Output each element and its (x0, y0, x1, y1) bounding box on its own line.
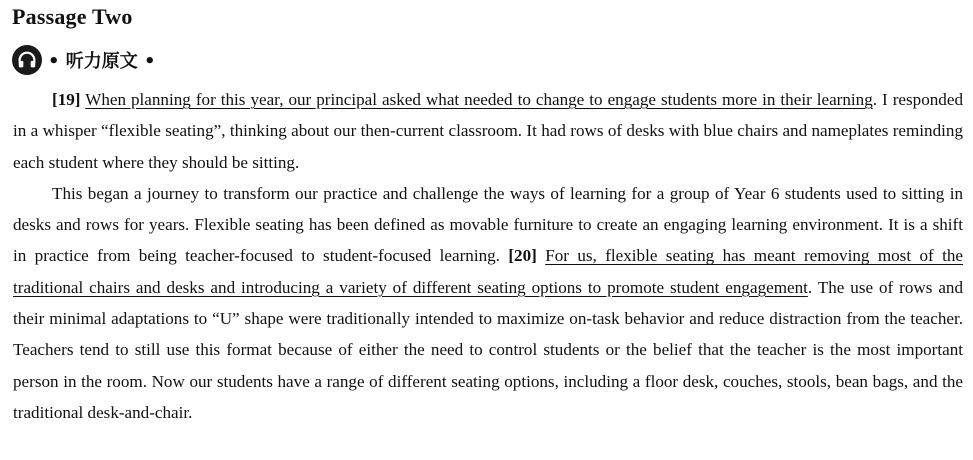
section-label: • 听力原文 • (48, 51, 156, 72)
paragraph-2 (13, 178, 963, 428)
paragraph-1-rest: . I responded in a whisper “flexible seating”, thinking about our then-current classroom. It had rows of desks with blue chairs and nameplates reminding each student where they should be sitting. (13, 90, 963, 172)
question-tag-20: [20] (508, 246, 537, 266)
headphones-icon (12, 45, 42, 75)
paragraph-2-intro: This began a journey to transform our practice and challenge the ways of learning for a group of Year 6 students used to sitting in desks and rows for years. Flexible seating has been defined as movable furniture to create an engaging learning environment. It is a shift in practice from being teacher-focused to student-focused learning. (13, 183, 963, 266)
passage-body (13, 84, 963, 428)
question-tag-19: [19] (52, 90, 81, 109)
answer-underline-20: For us, flexible seating has meant removing most of the traditional chairs and desks and introducing a variety of different seating options to promote student engagement (13, 246, 963, 297)
section-heading (12, 44, 156, 76)
passage-title: Passage Two (12, 4, 133, 29)
paragraph-2-rest: . The use of rows and their minimal adaptations to “U” shape were traditionally intended to maximize on-task behavior and reduce distraction from the teacher. Teachers tend to still use this format because of either the need to control students or the belief that the teacher is the most important person in the room. Now our students have a range of different seating options, including a floor desk, couches, stools, bean bags, and the traditional desk-and-chair. (13, 277, 963, 422)
answer-underline-19: When planning for this year, our principal asked what needed to change to engage students more in their learning (85, 90, 873, 109)
paragraph-1 (13, 84, 963, 178)
